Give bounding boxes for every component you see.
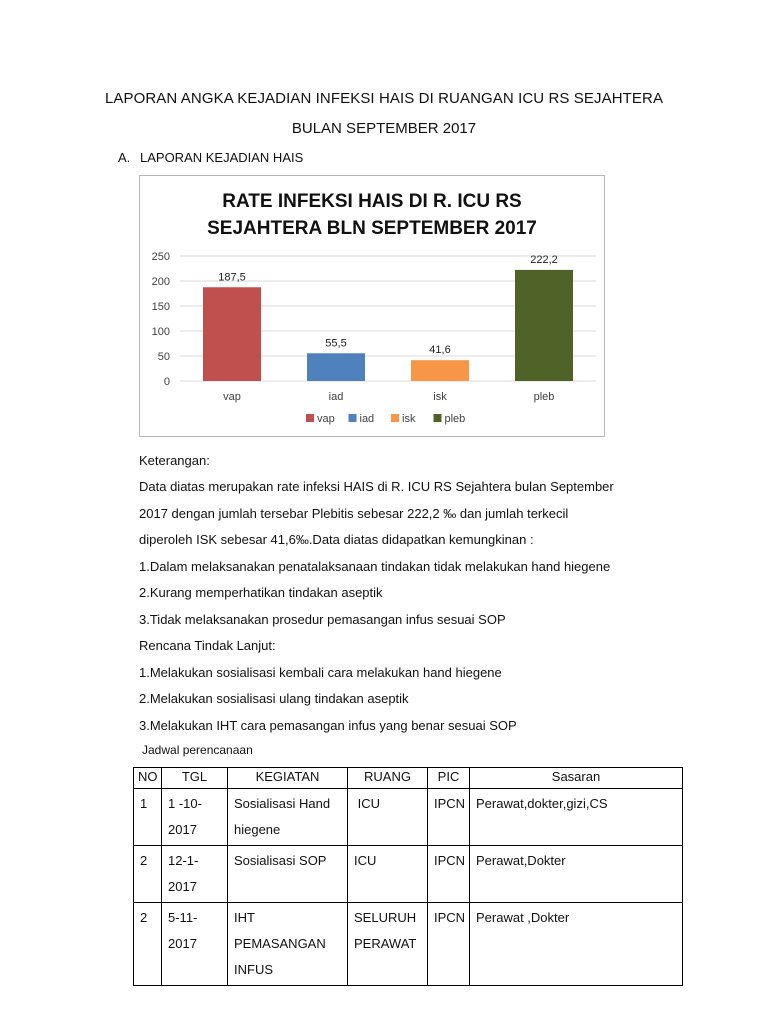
notes-heading: Keterangan:: [139, 453, 210, 468]
notes-line-1: Data diatas merupakan rate infeksi HAIS di R. ICU RS Sejahtera bulan September: [139, 479, 614, 494]
notes-line-3: diperoleh ISK sebesar 41,6‰.Data diatas didapatkan kemungkinan :: [139, 532, 534, 547]
x-tick-label-isk: isk: [433, 391, 447, 403]
report-subtitle: BULAN SEPTEMBER 2017: [291, 120, 477, 137]
header-tgl: TGL: [162, 768, 228, 789]
y-tick-label: 200: [151, 276, 170, 288]
y-tick-label: 100: [151, 326, 170, 338]
x-tick-label-pleb: pleb: [533, 391, 555, 403]
cell-tgl: 5-11- 2017: [162, 903, 228, 986]
data-label-pleb: 222,2: [530, 253, 558, 266]
chart-container: [139, 175, 605, 437]
legend-swatch-iad: [349, 414, 357, 422]
cell-pic: IPCN: [428, 903, 470, 986]
x-tick-label-iad: iad: [328, 391, 344, 403]
table-row: [134, 846, 683, 903]
table-header-row: [134, 768, 683, 789]
section-a-heading: [118, 150, 303, 165]
y-tick-label: 250: [151, 251, 170, 263]
table-row: [134, 903, 683, 986]
section-a-marker: A.: [118, 150, 131, 165]
y-tick-label: 150: [151, 301, 170, 313]
header-ruang: RUANG: [348, 768, 428, 789]
bar-pleb: [515, 270, 573, 381]
header-kegiatan: KEGIATAN: [228, 768, 348, 789]
cell-ruang: ICU: [348, 846, 428, 903]
notes-line-4: 1.Dalam melaksanakan penatalaksanaan tindakan tidak melakukan hand hiegene: [139, 559, 611, 574]
cell-kegiatan: Sosialisasi SOP: [228, 846, 348, 903]
legend-swatch-pleb: [434, 414, 442, 422]
schedule-table: [133, 767, 683, 986]
cell-kegiatan: IHT PEMASANGAN INFUS: [228, 903, 348, 986]
notes-line-6: 3.Tidak melaksanakan prosedur pemasangan infus sesuai SOP: [139, 612, 506, 627]
legend-label-isk: isk: [402, 413, 416, 425]
plan-line-2: 2.Melakukan sosialisasi ulang tindakan aseptik: [139, 691, 409, 706]
legend-swatch-isk: [391, 414, 399, 422]
legend-swatch-vap: [306, 414, 314, 422]
cell-sasaran: Perawat,dokter,gizi,CS: [470, 789, 683, 846]
y-tick-label: 0: [163, 376, 170, 388]
plan-line-3: 3.Melakukan IHT cara pemasangan infus yang benar sesuai SOP: [139, 718, 517, 733]
bar-chart: [140, 176, 604, 436]
cell-ruang: SELURUH PERAWAT: [348, 903, 428, 986]
cell-pic: IPCN: [428, 789, 470, 846]
header-no: NO: [134, 768, 162, 789]
header-pic: PIC: [428, 768, 470, 789]
cell-tgl: 1 -10- 2017: [162, 789, 228, 846]
legend-label-iad: iad: [359, 413, 375, 425]
cell-tgl: 12-1- 2017: [162, 846, 228, 903]
legend-label-pleb: pleb: [444, 413, 466, 425]
notes-line-2: 2017 dengan jumlah tersebar Plebitis sebesar 222,2 ‰ dan jumlah terkecil: [139, 506, 569, 521]
cell-sasaran: Perawat,Dokter: [470, 846, 683, 903]
cell-ruang: ICU: [348, 789, 428, 846]
report-title: LAPORAN ANGKA KEJADIAN INFEKSI HAIS DI RUANGAN ICU RS SEJAHTERA: [104, 90, 664, 107]
schedule-label: Jadwal perencanaan: [142, 743, 253, 757]
chart-title-line-2: SEJAHTERA BLN SEPTEMBER 2017: [207, 218, 537, 239]
cell-no: 2: [134, 903, 162, 986]
bar-iad: [307, 353, 365, 381]
cell-pic: IPCN: [428, 846, 470, 903]
plan-heading: Rencana Tindak Lanjut:: [139, 638, 276, 653]
notes-line-5: 2.Kurang memperhatikan tindakan aseptik: [139, 585, 383, 600]
data-label-isk: 41,6: [429, 344, 451, 357]
y-tick-label: 50: [157, 351, 170, 363]
cell-no: 2: [134, 846, 162, 903]
legend-label-vap: vap: [317, 413, 335, 425]
x-tick-label-vap: vap: [223, 391, 241, 403]
bar-vap: [203, 287, 261, 381]
header-sasaran: Sasaran: [470, 768, 683, 789]
bar-isk: [411, 360, 469, 381]
data-label-iad: 55,5: [325, 337, 347, 350]
plan-line-1: 1.Melakukan sosialisasi kembali cara melakukan hand hiegene: [139, 665, 502, 680]
chart-title-line-1: RATE INFEKSI HAIS DI R. ICU RS: [222, 191, 522, 212]
data-label-vap: 187,5: [218, 271, 246, 284]
cell-sasaran: Perawat ,Dokter: [470, 903, 683, 986]
section-a-title: LAPORAN KEJADIAN HAIS: [140, 150, 304, 165]
table-row: [134, 789, 683, 846]
cell-no: 1: [134, 789, 162, 846]
cell-kegiatan: Sosialisasi Hand hiegene: [228, 789, 348, 846]
